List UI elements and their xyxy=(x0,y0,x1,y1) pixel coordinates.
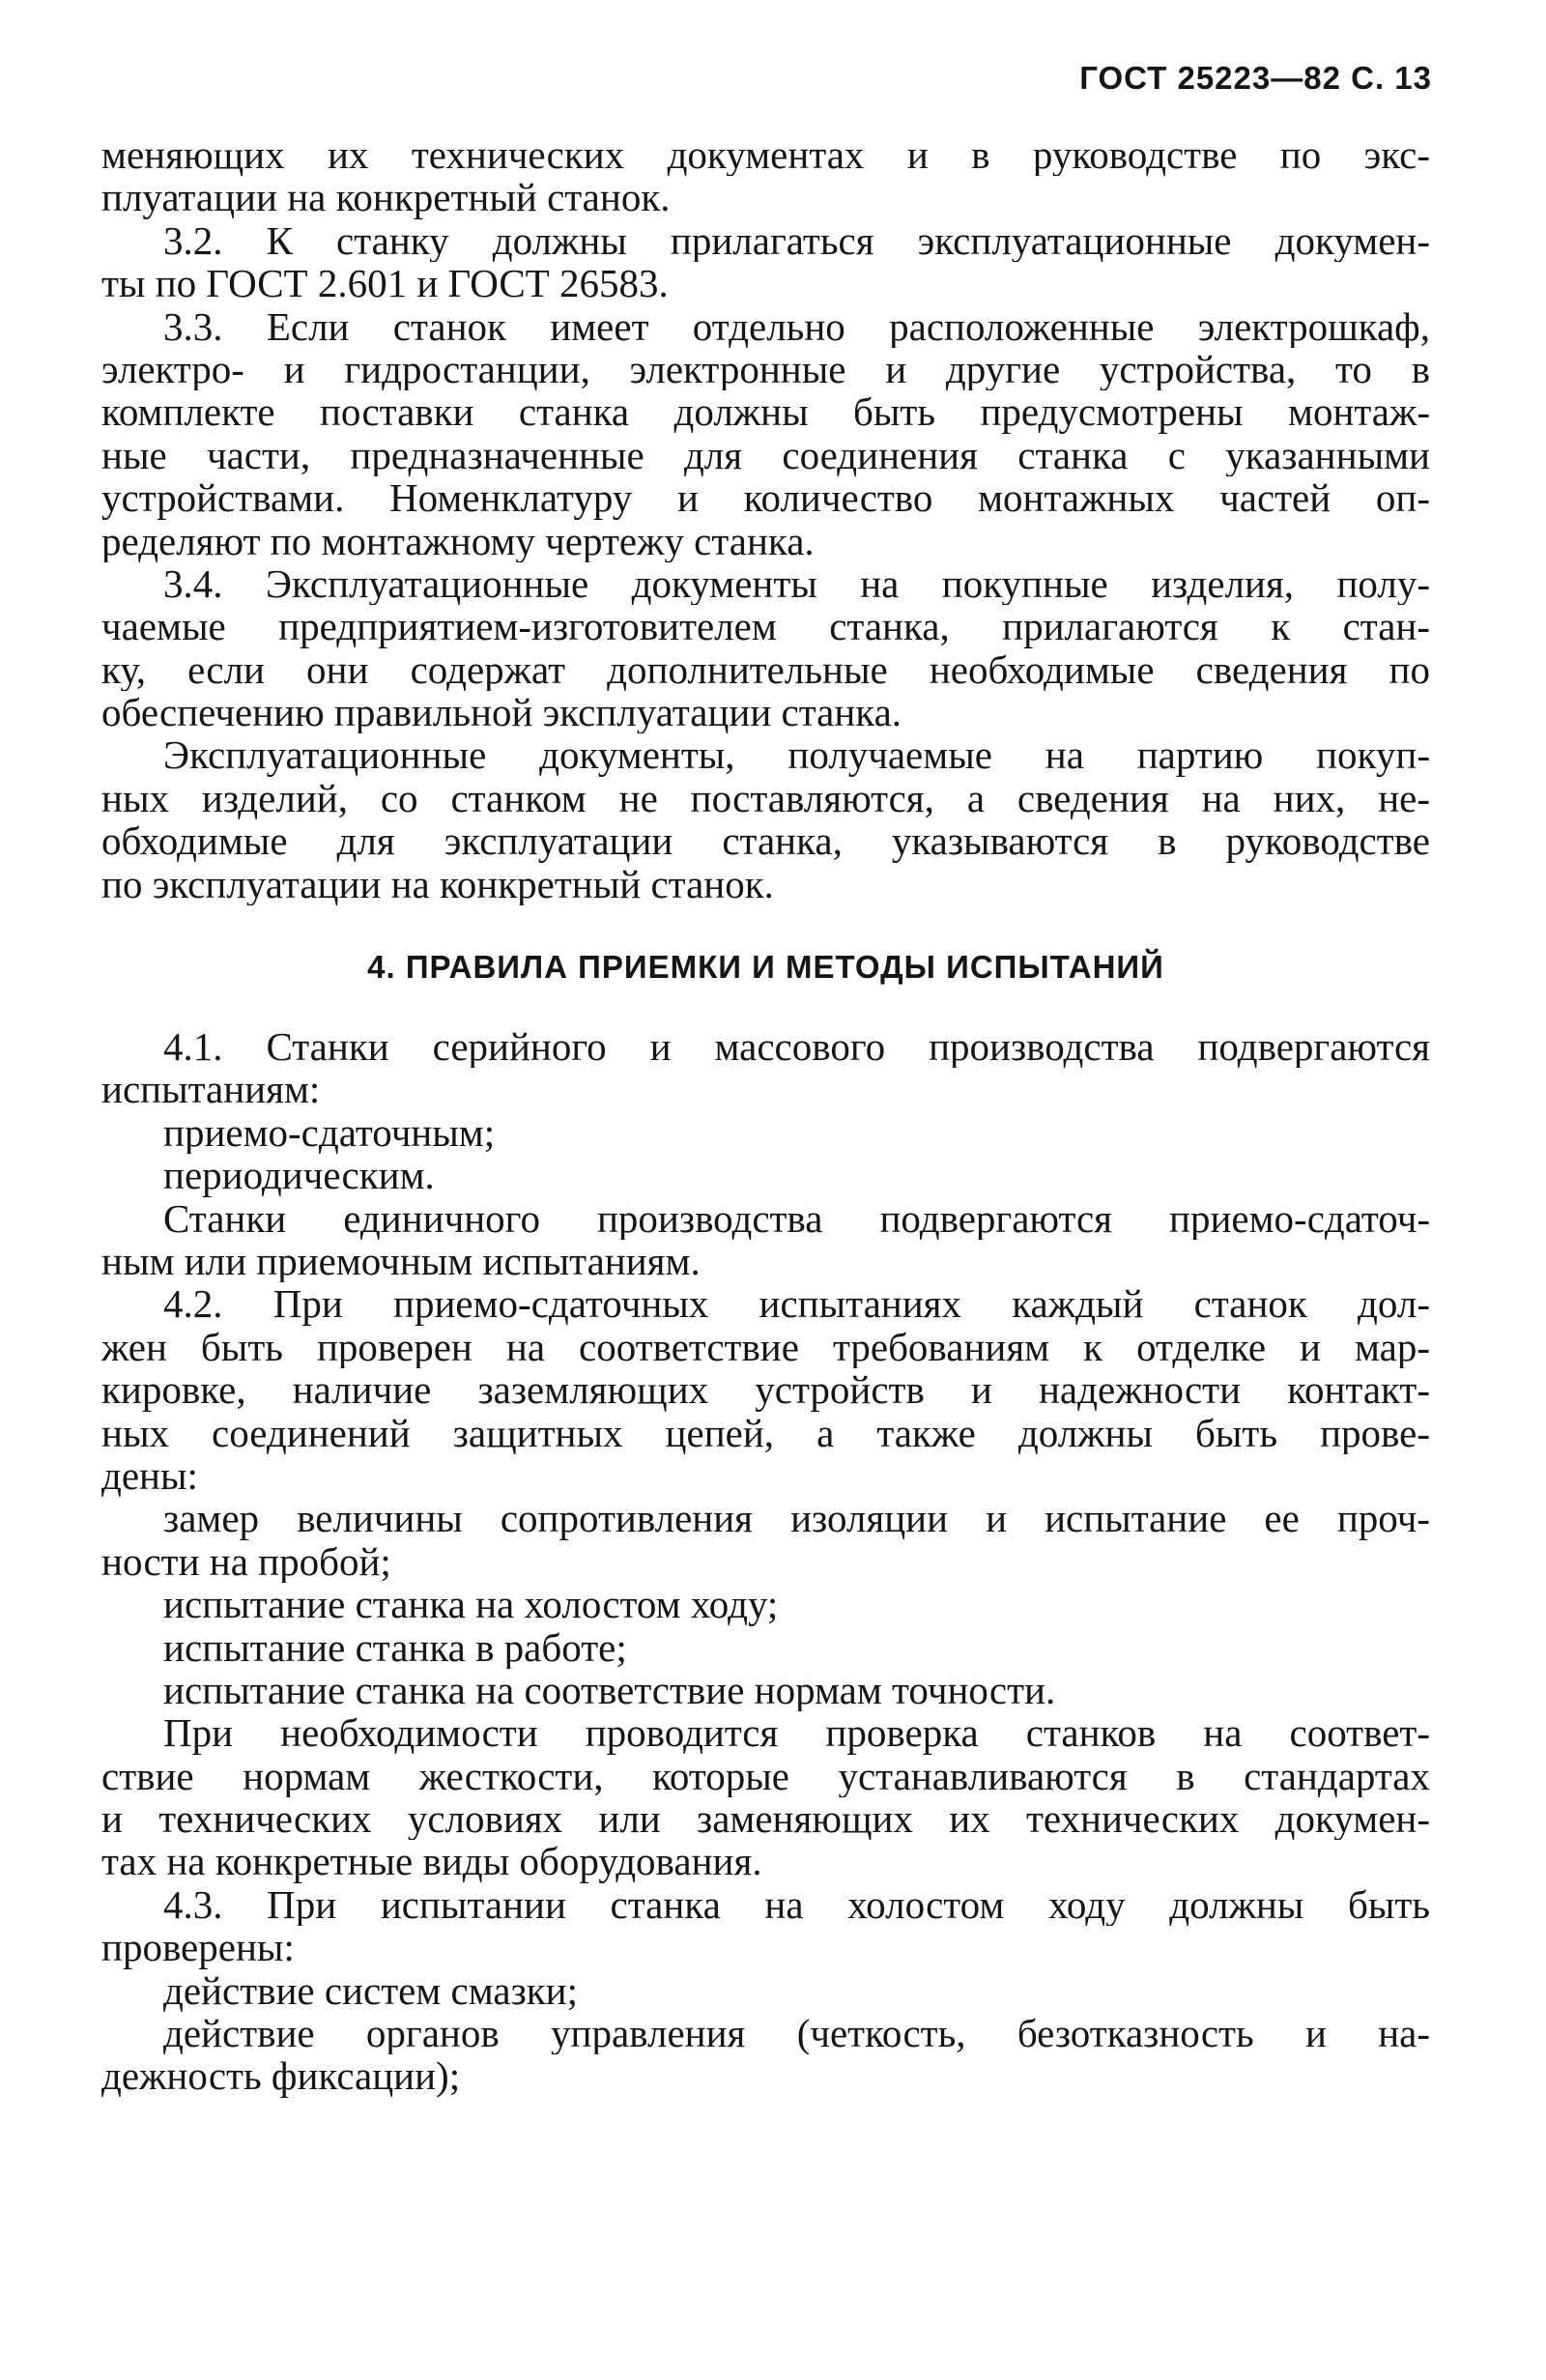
text-line: замер величины сопротивления изоляции и испытание ее проч- xyxy=(163,1497,1430,1540)
text-line: Эксплуатационные документы, получаемые на партию покуп- xyxy=(163,733,1430,777)
text-line: электро- и гидростанции, электронные и другие устройства, то в xyxy=(101,347,1430,391)
text-line: обходимые для эксплуатации станка, указываются в руководстве xyxy=(101,819,1430,863)
text-line: комплекте поставки станка должны быть предусмотрены монтаж- xyxy=(101,390,1430,434)
text-line: жен быть проверен на соответствие требованиям к отделке и мар- xyxy=(101,1325,1430,1369)
text-line: 4.2. При приемо-сдаточных испытаниях каждый станок дол- xyxy=(163,1282,1430,1326)
text-line: проверены: xyxy=(101,1926,295,1969)
text-line: ные части, предназначенные для соединения станка с указанными xyxy=(101,433,1430,477)
text-line: устройствами. Номенклатуру и количество монтажных частей оп- xyxy=(101,476,1430,520)
text-line: ты по ГОСТ 2.601 и ГОСТ 26583. xyxy=(101,262,669,305)
text-line: испытаниям: xyxy=(101,1068,321,1111)
text-line: испытание станка в работе; xyxy=(163,1625,627,1669)
section-spacer xyxy=(101,905,1430,946)
section-heading: 4. ПРАВИЛА ПРИЕМКИ И МЕТОДЫ ИСПЫТАНИЙ xyxy=(367,949,1164,986)
text-line: ствие нормам жесткости, которые устанавливаются в стандартах xyxy=(101,1754,1430,1798)
text-line: действие органов управления (четкость, безотказность и на- xyxy=(163,2012,1430,2055)
text-line: ределяют по монтажному чертежу станка. xyxy=(101,519,815,562)
text-line: кировке, наличие заземляющих устройств и надежности контакт- xyxy=(101,1368,1430,1412)
text-line: испытание станка на холостом ходу; xyxy=(163,1583,779,1626)
text-line: периодическим. xyxy=(163,1154,435,1197)
section-3 xyxy=(101,133,1430,905)
text-line: приемо-сдаточным; xyxy=(163,1110,496,1155)
text-line: дежность фиксации); xyxy=(101,2054,461,2098)
text-line: дены: xyxy=(101,1453,198,1498)
text-line: действие систем смазки; xyxy=(163,1968,579,2013)
text-line: плуатации на конкретный станок. xyxy=(101,176,671,219)
document-body xyxy=(101,133,1430,2098)
text-line: 4.1. Станки серийного и массового производства подвергаются xyxy=(163,1025,1430,1069)
text-line: ных соединений защитных цепей, а также должны быть прове- xyxy=(101,1411,1430,1454)
section-4 xyxy=(101,1025,1430,2098)
text-line: 3.3. Если станок имеет отдельно расположенные электрошкаф, xyxy=(163,304,1430,348)
text-line: ных изделий, со станком не поставляются, а сведения на них, не- xyxy=(101,776,1430,820)
text-line: ности на пробой; xyxy=(101,1539,391,1584)
text-line: 3.4. Эксплуатационные документы на покупные изделия, полу- xyxy=(163,561,1430,606)
text-line: испытание станка на соответствие нормам точности. xyxy=(163,1668,1056,1712)
text-line: 4.3. При испытании станка на холостом ходу должны быть xyxy=(163,1882,1430,1927)
page-header: ГОСТ 25223—82 С. 13 xyxy=(1079,60,1432,96)
text-line: тах на конкретные виды оборудования. xyxy=(101,1840,762,1883)
text-line: меняющих их технических документах и в руководстве по экс- xyxy=(101,133,1430,177)
text-line: чаемые предприятием-изготовителем станка, прилагаются к стан- xyxy=(101,605,1430,648)
text-line: При необходимости проводится проверка станков на соответ- xyxy=(163,1711,1430,1755)
text-line: Станки единичного производства подвергаются приемо-сдаточ- xyxy=(163,1196,1430,1240)
text-line: 3.2. К станку должны прилагаться эксплуатационные докумен- xyxy=(163,218,1430,263)
text-line: и технических условиях или заменяющих их технических докумен- xyxy=(101,1797,1430,1841)
text-line: по эксплуатации на конкретный станок. xyxy=(101,862,774,906)
text-line: ным или приемочным испытаниям. xyxy=(101,1239,701,1283)
text-line: ку, если они содержат дополнительные необходимые сведения по xyxy=(101,647,1430,692)
text-line: обеспечению правильной эксплуатации станка. xyxy=(101,691,902,734)
